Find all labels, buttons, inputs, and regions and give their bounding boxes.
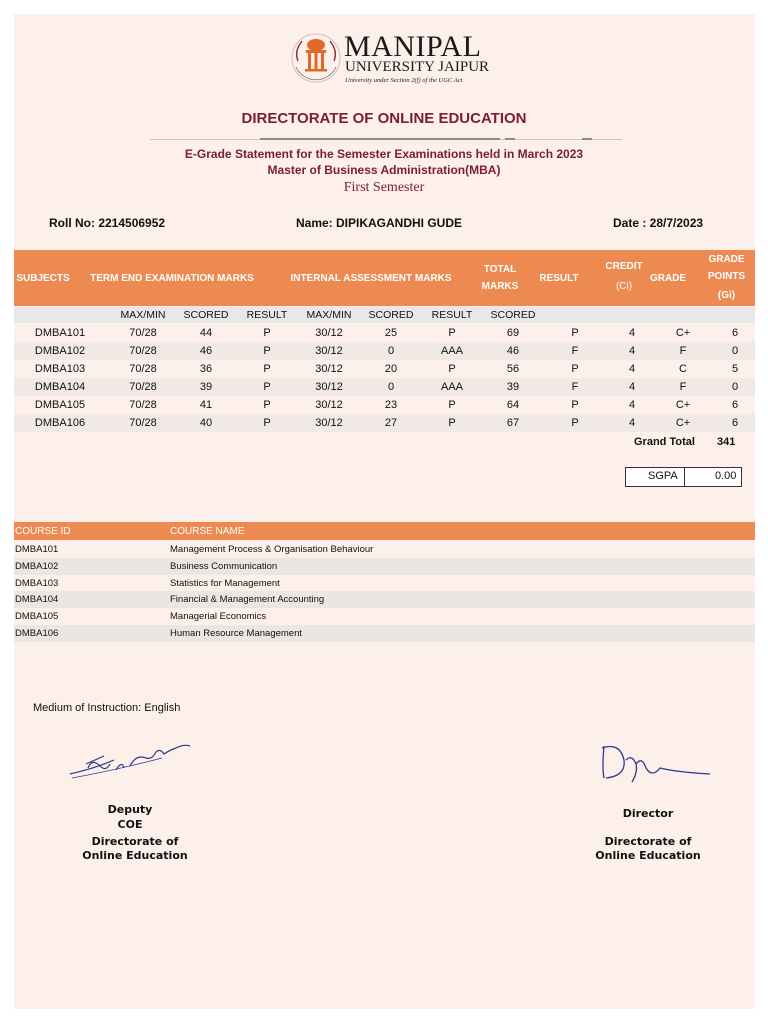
table-cell: P [448, 327, 456, 339]
table-cell: 30/12 [315, 327, 343, 339]
table-cell: P [263, 345, 271, 357]
table-cell: DMBA102 [34, 345, 86, 357]
title-divider-accent [505, 138, 515, 140]
table-cell: 27 [384, 417, 398, 429]
table-cell: DMBA106 [34, 417, 86, 429]
list-item [14, 591, 755, 608]
list-item [14, 541, 755, 558]
table-cell: 70/28 [129, 345, 157, 357]
table-cell: 30/12 [315, 363, 343, 375]
table-cell: 4 [628, 327, 636, 339]
table-cell: 36 [199, 363, 213, 375]
table-cell: 30/12 [315, 417, 343, 429]
table-cell: 70/28 [129, 327, 157, 339]
table-cell: C [679, 363, 687, 375]
course-id: DMBA104 [15, 594, 59, 606]
table-cell: 4 [628, 363, 636, 375]
table-cell: DMBA103 [34, 363, 86, 375]
course-id: DMBA101 [15, 544, 59, 555]
table-cell: F [571, 381, 579, 393]
header-course-id: COURSE ID [15, 526, 71, 537]
table-cell: 46 [199, 345, 213, 357]
logo-university: UNIVERSITY JAIPUR [345, 59, 490, 75]
table-cell: F [679, 381, 687, 393]
subheader-cell: SCORED [368, 309, 414, 321]
table-cell: C+ [675, 399, 691, 411]
table-cell: 4 [628, 417, 636, 429]
table-cell: 4 [628, 381, 636, 393]
header-total-marks: TOTAL MARKS [481, 264, 519, 292]
table-cell: 6 [731, 417, 739, 429]
director-signature-icon [596, 738, 716, 788]
table-cell: 70/28 [129, 399, 157, 411]
table-cell: P [571, 327, 579, 339]
deputy-coe-org-line-1: Directorate of [91, 835, 179, 848]
course-id: DMBA105 [15, 611, 59, 623]
header-grade-points: GRADE POINTS [707, 254, 746, 282]
table-cell: 41 [199, 399, 213, 411]
deputy-coe-signature-icon [66, 738, 196, 788]
director-org-line-1: Directorate of [604, 835, 692, 848]
deputy-coe-title: Deputy COE [107, 803, 153, 831]
manipal-emblem-icon [290, 31, 342, 85]
subheader-cell: RESULT [431, 309, 473, 321]
table-cell: 69 [506, 327, 520, 339]
table-cell: P [448, 399, 456, 411]
table-cell: AAA [440, 381, 463, 393]
table-cell: 0 [731, 345, 739, 357]
student-name: Name: DIPIKAGANDHI GUDE [296, 216, 463, 230]
table-cell: DMBA101 [34, 327, 86, 339]
subheader-cell: MAX/MIN [306, 309, 352, 321]
logo-name: MANIPAL [344, 30, 482, 63]
table-cell: P [571, 417, 579, 429]
table-cell: 4 [628, 345, 636, 357]
sgpa-value: 0.00 [715, 470, 737, 482]
table-cell: P [263, 417, 271, 429]
table-cell: 30/12 [315, 399, 343, 411]
sgpa-label: SGPA [648, 470, 678, 482]
course-id: DMBA103 [15, 577, 59, 589]
table-cell: 67 [506, 417, 520, 429]
statement-line-2: Master of Business Administration(MBA) [267, 163, 501, 177]
table-cell: P [571, 363, 579, 375]
table-cell: P [263, 363, 271, 375]
course-id: DMBA106 [15, 628, 59, 639]
table-cell: DMBA104 [34, 381, 86, 393]
course-name: Management Process & Organisation Behaviour [170, 544, 374, 555]
table-cell: C+ [675, 417, 691, 429]
table-cell: 5 [731, 363, 739, 375]
table-cell: 23 [384, 399, 398, 411]
subheader-cell: SCORED [183, 309, 229, 321]
table-cell: AAA [440, 345, 463, 357]
table-cell: 0 [387, 381, 395, 393]
list-item [14, 558, 755, 575]
list-item [14, 608, 755, 625]
table-cell: 25 [384, 327, 398, 339]
table-cell: 70/28 [129, 363, 157, 375]
course-name: Business Communication [170, 560, 278, 572]
table-cell: 40 [199, 417, 213, 429]
deputy-coe-org-line-2: Online Education [82, 849, 188, 862]
table-cell: 70/28 [129, 417, 157, 429]
table-cell: 70/28 [129, 381, 157, 393]
table-cell: 6 [731, 327, 739, 339]
table-cell: 0 [387, 345, 395, 357]
header-credit-sub: (Ci) [615, 281, 633, 292]
table-cell: P [448, 363, 456, 375]
subheader-cell: RESULT [246, 309, 288, 321]
table-cell: DMBA105 [34, 399, 86, 411]
title-divider-accent [260, 138, 500, 140]
table-cell: P [263, 381, 271, 393]
header-subjects: SUBJECTS [16, 273, 70, 284]
table-cell: 30/12 [315, 345, 343, 357]
table-cell: P [263, 327, 271, 339]
title-divider-accent [582, 138, 592, 140]
course-name: Managerial Economics [170, 611, 267, 623]
logo-subtitle: University under Section 2(f) of the UGC Act [345, 77, 463, 84]
table-cell: 64 [506, 399, 520, 411]
header-credit: CREDIT [605, 261, 643, 272]
list-item [14, 575, 755, 592]
subheader-cell: SCORED [490, 309, 536, 321]
table-cell: P [263, 399, 271, 411]
course-id: DMBA102 [15, 560, 59, 572]
statement-line-1: E-Grade Statement for the Semester Examinations held in March 2023 [184, 147, 584, 161]
table-cell: F [679, 345, 687, 357]
table-cell: F [571, 345, 579, 357]
header-internal: INTERNAL ASSESSMENT MARKS [290, 273, 452, 284]
medium-of-instruction: Medium of Instruction: English [33, 702, 181, 714]
sgpa-box [625, 467, 742, 487]
directorate-title: DIRECTORATE OF ONLINE EDUCATION [241, 110, 527, 127]
header-result: RESULT [539, 273, 579, 284]
table-cell: P [448, 417, 456, 429]
table-cell: 56 [506, 363, 520, 375]
table-cell: 46 [506, 345, 520, 357]
table-cell: 30/12 [315, 381, 343, 393]
table-cell: 20 [384, 363, 398, 375]
grand-total-value: 341 [717, 436, 736, 448]
table-cell: 0 [731, 381, 739, 393]
subheader-cell: MAX/MIN [120, 309, 166, 321]
course-name: Statistics for Management [170, 577, 280, 589]
course-table-header [14, 522, 755, 540]
director-title: Director [622, 807, 674, 820]
table-cell: 44 [199, 327, 213, 339]
table-cell: 6 [731, 399, 739, 411]
director-org-line-2: Online Education [595, 849, 701, 862]
table-cell: 39 [199, 381, 213, 393]
grand-total-label: Grand Total [634, 436, 695, 448]
grades-table-header [14, 250, 755, 306]
list-item [14, 625, 755, 642]
roll-number: Roll No: 2214506952 [49, 216, 166, 230]
course-name: Human Resource Management [170, 628, 303, 639]
table-cell: P [571, 399, 579, 411]
statement-date: Date : 28/7/2023 [613, 216, 704, 230]
table-cell: 4 [628, 399, 636, 411]
course-name: Financial & Management Accounting [170, 594, 325, 606]
semester-label: First Semester [343, 180, 425, 195]
table-cell: 39 [506, 381, 520, 393]
header-grade: GRADE [649, 273, 687, 284]
header-grade-points-sub: (Gi) [717, 290, 736, 301]
table-cell: C+ [675, 327, 691, 339]
header-term-end: TERM END EXAMINATION MARKS [90, 273, 254, 284]
header-course-name: COURSE NAME [170, 526, 245, 537]
